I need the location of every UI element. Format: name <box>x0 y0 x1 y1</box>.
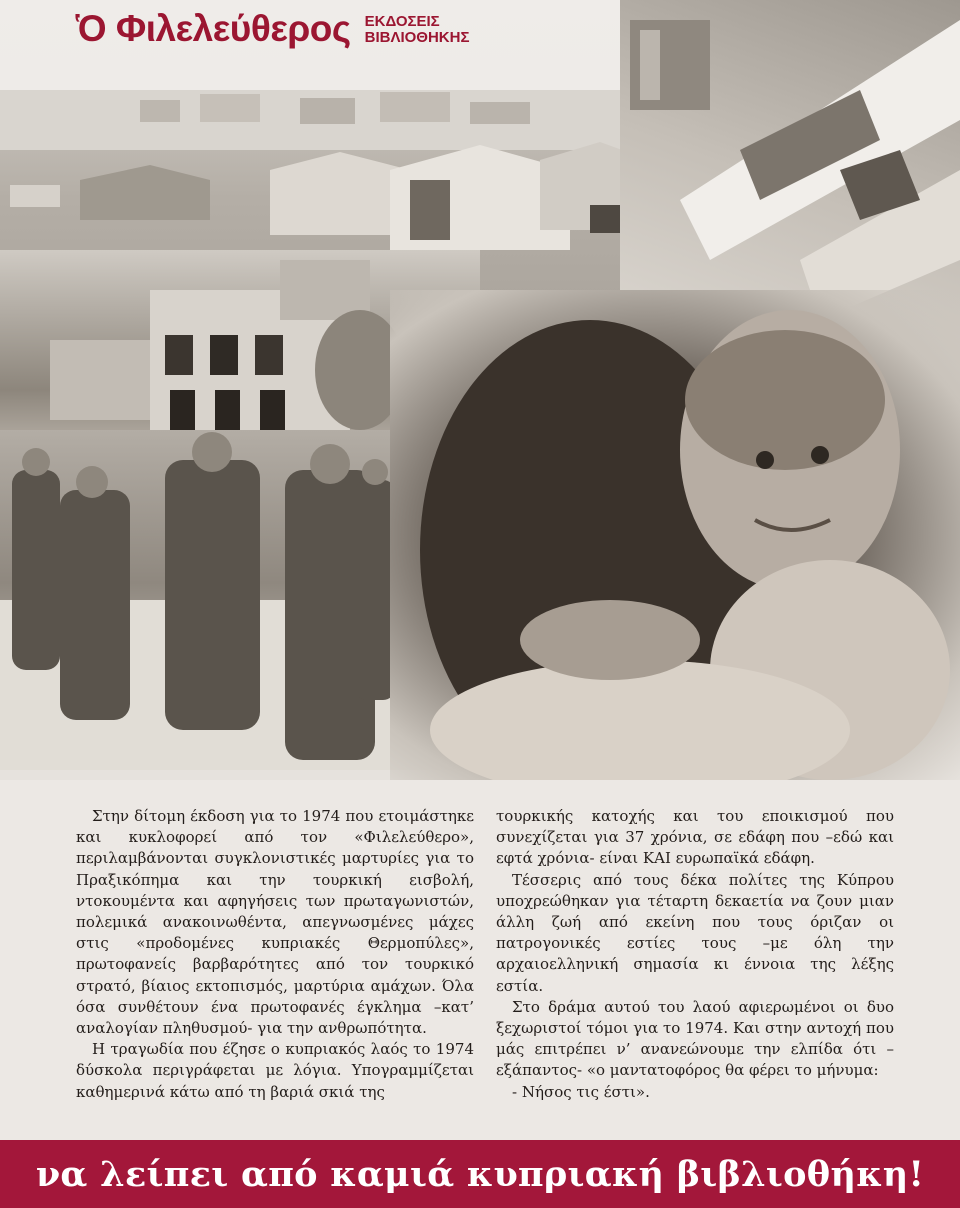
paragraph: Στο δράμα αυτού του λαού αφιερωμένοι οι δυο ξεχωριστοί τόμοι για το 1974. Και στην αντοχή που μάς επιτρέπει ν’ ανανεώνουμε την ελπίδα ότι –εξάπαντος- «ο μαντατοφόρος θα φέρει το μήνυμα: <box>496 997 894 1080</box>
paragraph: τουρκικής κατοχής και του εποικισμού που συνεχίζεται για 37 χρόνια, σε εδάφη που –εδώ και εφτά χρόνια- είναι ΚΑΙ ευρωπαϊκά εδάφη. <box>496 807 894 868</box>
footer-banner <box>0 1140 960 1208</box>
masthead <box>76 10 469 49</box>
newspaper-logo: Ὁ Φιλελεύθερος <box>76 8 351 49</box>
banner-slogan: να λείπει από καμιά κυπριακή βιβλιοθήκη! <box>35 1153 925 1195</box>
paragraph: Στην δίτομη έκδοση για το 1974 που ετοιμάστηκε και κυκλοφορεί από τον «Φιλελεύθερο», περιλαμβάνονται συγκλονιστικές μαρτυρίες για το Πραξικόπημα και την τουρκική εισβολή, ντοκουμέντα και αφηγήσεις των πρωταγωνιστών, πολεμικά ανακοινωθέντα, απεγνωσμένες μάχες στις «προδομένες κυπριακές Θερμοπύλες», πρωτοφανείς βαρβαρότητες από τον τουρκικό στρατό, βίαιος εκτοπισμός, μαρτύρια αμάχων. Όλα όσα συνθέτουν ένα πρωτοφανές έγκλημα –κατ’ αναλογίαν πληθυσμού- για την ανθρωπότητα. <box>76 807 474 1038</box>
imprint-label <box>365 10 470 46</box>
imprint-line-1: ΕΚΔΟΣΕΙΣ <box>364 13 440 30</box>
paragraph: Τέσσερις από τους δέκα πολίτες της Κύπρου υποχρεώθηκαν για τέταρτη δεκαετία να ζουν μιαν άλλη ζωή από εκείνη που τους όριζαν οι πατρογονικές εστίες τους –με όλη την αρχαιοελληνική σημασία κι έννοια της λέξης εστία. <box>496 870 894 995</box>
imprint-line-2: ΒΙΒΛΙΟΘΗΚΗΣ <box>364 29 470 46</box>
paragraph: Η τραγωδία που έζησε ο κυπριακός λαός το 1974 δύσκολα περιγράφεται με λόγια. Υπογραμμίζεται καθημερινά κάτω από τη βαριά σκιά της <box>76 1040 474 1101</box>
article-text <box>76 806 896 1126</box>
mother-and-child-photo <box>390 290 960 780</box>
right-column <box>496 806 894 1126</box>
paragraph: - Νήσος τις έστι». <box>512 1082 650 1101</box>
left-column <box>76 806 474 1126</box>
